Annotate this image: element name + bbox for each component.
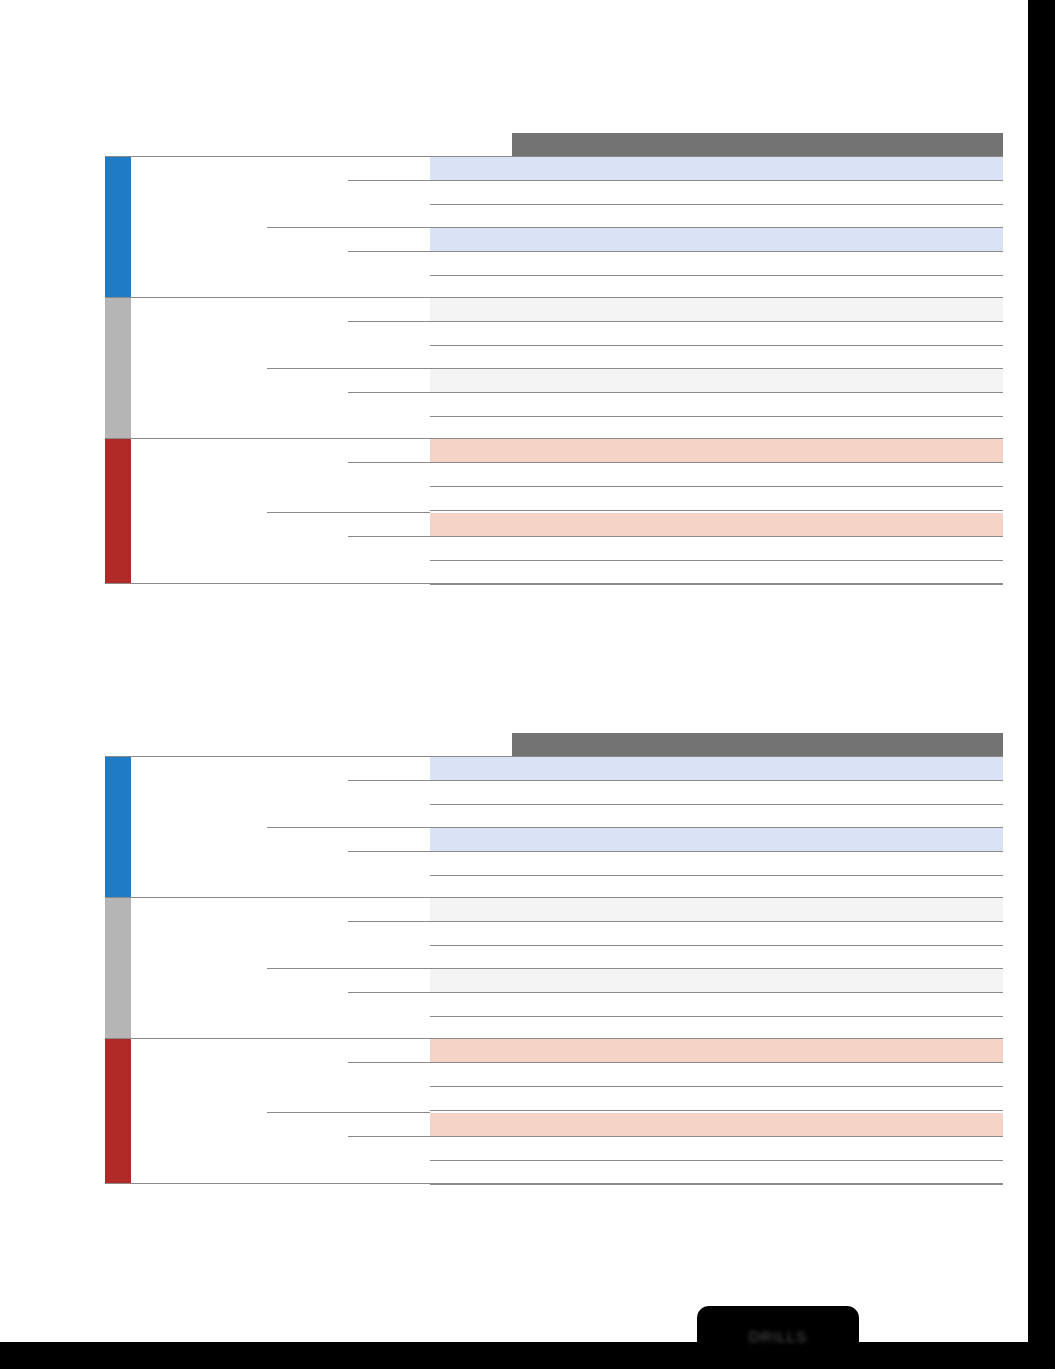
table-group bbox=[105, 297, 1003, 439]
table-row bbox=[430, 275, 1003, 299]
table-header-bar bbox=[512, 733, 1003, 756]
table-row bbox=[430, 393, 1003, 417]
row-value-cell bbox=[430, 416, 1003, 439]
subgroup-divider bbox=[267, 368, 430, 369]
row-label-divider bbox=[348, 392, 430, 393]
row-label-divider bbox=[348, 1062, 430, 1063]
row-value-cell bbox=[430, 275, 1003, 298]
row-value-cell bbox=[430, 463, 1003, 486]
table-group bbox=[105, 897, 1003, 1039]
row-value-cell bbox=[430, 898, 1003, 921]
spec-table-2 bbox=[0, 733, 1055, 1193]
table-row bbox=[430, 561, 1003, 585]
row-value-cell bbox=[430, 1016, 1003, 1039]
row-value-cell bbox=[430, 228, 1003, 251]
table-row bbox=[430, 969, 1003, 993]
table-row bbox=[430, 513, 1003, 537]
table-header-bar bbox=[512, 133, 1003, 156]
table-row bbox=[430, 875, 1003, 899]
page-tab bbox=[697, 1306, 859, 1369]
row-value-cell bbox=[430, 1039, 1003, 1062]
subgroup-divider bbox=[267, 1112, 430, 1113]
table-row bbox=[430, 416, 1003, 440]
row-label-divider bbox=[348, 921, 430, 922]
page-frame-bottom bbox=[0, 1342, 1055, 1369]
row-value-cell bbox=[430, 945, 1003, 968]
row-value-cell bbox=[430, 204, 1003, 227]
row-label-divider bbox=[348, 851, 430, 852]
row-value-cell bbox=[430, 804, 1003, 827]
row-value-cell bbox=[430, 1063, 1003, 1086]
table-row bbox=[430, 945, 1003, 969]
row-value-cell bbox=[430, 513, 1003, 536]
row-value-cell bbox=[430, 322, 1003, 345]
table-row bbox=[430, 322, 1003, 346]
row-value-cell bbox=[430, 1161, 1003, 1184]
page-tab-label: DRILLS bbox=[748, 1329, 808, 1346]
table-row bbox=[430, 852, 1003, 876]
table-row bbox=[430, 922, 1003, 946]
table-row bbox=[430, 204, 1003, 228]
table-row bbox=[430, 1087, 1003, 1111]
row-value-cell bbox=[430, 828, 1003, 851]
table-group bbox=[105, 1038, 1003, 1184]
row-value-cell bbox=[430, 369, 1003, 392]
group-color-bar bbox=[105, 439, 131, 583]
table-row bbox=[430, 439, 1003, 463]
row-value-cell bbox=[430, 1087, 1003, 1110]
table-row bbox=[430, 1063, 1003, 1087]
group-color-bar bbox=[105, 1039, 131, 1183]
row-value-cell bbox=[430, 252, 1003, 275]
subgroup-divider bbox=[267, 227, 430, 228]
table-row bbox=[430, 298, 1003, 322]
table-row bbox=[430, 804, 1003, 828]
table-row bbox=[430, 828, 1003, 852]
row-label-divider bbox=[348, 1136, 430, 1137]
row-value-cell bbox=[430, 561, 1003, 584]
table-group bbox=[105, 156, 1003, 298]
spec-table-1 bbox=[0, 133, 1055, 593]
row-value-cell bbox=[430, 993, 1003, 1016]
table-row bbox=[430, 369, 1003, 393]
row-label-divider bbox=[348, 180, 430, 181]
row-label-divider bbox=[348, 462, 430, 463]
table-row bbox=[430, 537, 1003, 561]
table-row bbox=[430, 463, 1003, 487]
row-value-cell bbox=[430, 439, 1003, 462]
group-color-bar bbox=[105, 157, 131, 298]
row-value-cell bbox=[430, 922, 1003, 945]
table-row bbox=[430, 487, 1003, 511]
table-row bbox=[430, 1039, 1003, 1063]
row-value-cell bbox=[430, 1113, 1003, 1136]
row-value-cell bbox=[430, 1137, 1003, 1160]
table-row bbox=[430, 181, 1003, 205]
table-row bbox=[430, 1016, 1003, 1040]
row-value-cell bbox=[430, 298, 1003, 321]
row-value-cell bbox=[430, 393, 1003, 416]
row-label-divider bbox=[348, 780, 430, 781]
table-row bbox=[430, 898, 1003, 922]
group-color-bar bbox=[105, 298, 131, 439]
row-value-cell bbox=[430, 487, 1003, 510]
table-row bbox=[430, 252, 1003, 276]
subgroup-divider bbox=[267, 512, 430, 513]
row-value-cell bbox=[430, 157, 1003, 180]
table-row bbox=[430, 993, 1003, 1017]
table-row bbox=[430, 1137, 1003, 1161]
group-color-bar bbox=[105, 757, 131, 898]
row-label-divider bbox=[348, 536, 430, 537]
row-value-cell bbox=[430, 875, 1003, 898]
table-row bbox=[430, 345, 1003, 369]
table-row bbox=[430, 781, 1003, 805]
subgroup-divider bbox=[267, 968, 430, 969]
subgroup-divider bbox=[267, 827, 430, 828]
row-label-divider bbox=[348, 992, 430, 993]
row-label-divider bbox=[348, 321, 430, 322]
row-value-cell bbox=[430, 852, 1003, 875]
row-value-cell bbox=[430, 969, 1003, 992]
table-group bbox=[105, 756, 1003, 898]
row-value-cell bbox=[430, 757, 1003, 780]
table-row bbox=[430, 228, 1003, 252]
row-label-divider bbox=[348, 251, 430, 252]
row-value-cell bbox=[430, 781, 1003, 804]
table-group bbox=[105, 438, 1003, 584]
table-row bbox=[430, 157, 1003, 181]
row-value-cell bbox=[430, 345, 1003, 368]
table-row bbox=[430, 1161, 1003, 1185]
group-color-bar bbox=[105, 898, 131, 1039]
table-row bbox=[430, 1113, 1003, 1137]
row-value-cell bbox=[430, 537, 1003, 560]
table-row bbox=[430, 757, 1003, 781]
row-value-cell bbox=[430, 181, 1003, 204]
